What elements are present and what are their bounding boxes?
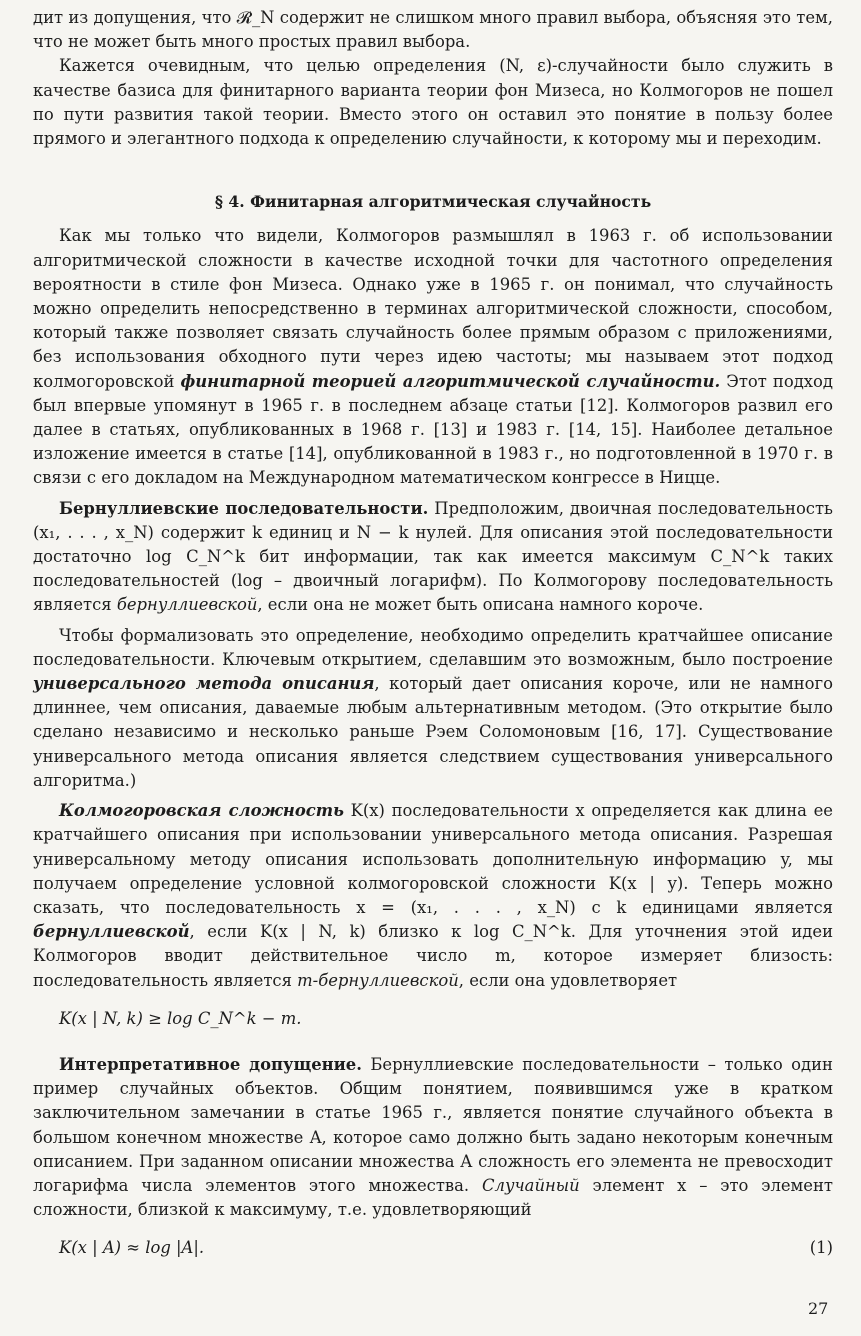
paragraph-text: Предположим, двоичная последовательность (x₁, . . . , x_N) содержит k единиц и N − k нулей. Для описания этой последовательности достаточно log C_N^k бит информации, так как имеется максимум C_N^k таких последовательностей (log – двоичный логарифм). По Колмогорову последовательность является: [33, 498, 833, 615]
emphasis-term: финитарной теорией алгоритмической случайности.: [180, 371, 721, 391]
paragraph-universal-method: [33, 624, 833, 793]
paragraph-text: , если K(x | N, k) близко к log C_N^k. Для уточнения этой идеи Колмогоров вводит действительное число m, которое измеряет близость: последовательность является: [33, 922, 833, 990]
paragraph-bernoulli: [33, 497, 833, 618]
body-text: [33, 6, 833, 1283]
paragraph-text: дит из допущения, что 𝓡_N содержит не слишком много правил выбора, объясняя это тем, что не может быть много простых правил выбора.: [33, 8, 833, 52]
formula-m-bernoulli: K(x | N, k) ≥ log C_N^k − m.: [59, 1008, 302, 1028]
paragraph-text: Кажется очевидным, что целью определения (N, ε)-случайности было служить в качестве базиса для финитарного варианта теории фон Мизеса, но Колмогоров не пошел по пути развития такой теории. Вместо этого он оставил это понятие в пользу более прямого и элегантного подхода к определению случайности, к которому мы и переходим.: [33, 56, 833, 149]
paragraph-text: элемент x – это элемент сложности, близкой к максимуму, т.е. удовлетворяющий: [33, 1175, 833, 1220]
paragraph-text: , если она удовлетворяет: [458, 970, 678, 990]
emphasis-term: Случайный: [481, 1175, 580, 1195]
paragraph-heading: Бернуллиевские последовательности.: [59, 498, 429, 518]
paragraph-text: K(x) последовательности x определяется как длина ее кратчайшего описания при использовании универсального метода описания. Разрешая универсальному методу описания использовать дополнительную информацию y, мы получаем определение условной колмогоровской сложности K(x | y). Теперь можно сказать, что последовательность x = (x₁, . . . , x_N) с k единицами является: [33, 801, 833, 917]
section-heading: § 4. Финитарная алгоритмическая случайность: [214, 192, 652, 212]
paragraph-randomness-basis: [33, 54, 833, 151]
paragraph-kolmogorov-history: [33, 224, 833, 490]
paragraph-text: Бернуллиевские последовательности – только один пример случайных объектов. Общим понятием, появившимся уже в кратком заключительном замечании в статье 1965 г., является понятие случайного объекта в большом конечном множестве A, которое само должно быть задано некоторым конечным описанием. При заданном описании множества A сложность его элемента не превосходит логарифма числа элементов этого множества.: [33, 1054, 833, 1195]
paragraph-kolmogorov-complexity: [33, 799, 833, 993]
equation-number: (1): [809, 1238, 833, 1258]
emphasis-term: m-бернуллиевской: [297, 970, 459, 990]
paragraph-text: , который дает описания короче, или не намного длиннее, чем описания, даваемые любым альтернативным методом. (Это открытие было сделано независимо и несколько раньше Рэем Соломоновым [16, 17]. Существование универсального метода описания является следствием существования универсального алгоритма.): [33, 674, 833, 790]
paragraph-text: Чтобы формализовать это определение, необходимо определить кратчайшее описание последовательности. Ключевым открытием, сделавшим это возможным, было построение: [33, 625, 833, 669]
emphasis-term: универсального метода описания: [33, 674, 375, 694]
page-number: 27: [808, 1299, 829, 1318]
emphasis-term: бернуллиевской: [116, 595, 258, 615]
paragraph-heading: Интерпретативное допущение.: [59, 1054, 362, 1074]
paragraph-text: Как мы только что видели, Колмогоров размышлял в 1963 г. об использовании алгоритмической сложности в качестве исходной точки для частотного определения вероятности в стиле фон Мизеса. Однако уже в 1965 г. он понимал, что случайность можно определить непосредственно в терминах алгоритмической сложности, способом, который также позволяет связать случайность более прямым образом с приложениями, без использования обходного пути через идею частоты; мы называем этот подход колмогоровской: [33, 226, 833, 391]
emphasis-term: бернуллиевской: [33, 922, 190, 942]
formula-text: K(x | A) ≈ log |A|.: [59, 1238, 205, 1258]
paragraph-continuation: [33, 6, 833, 54]
paragraph-text: Этот подход был впервые упомянут в 1965 г. в последнем абзаце статьи [12]. Колмогоров развил его далее в статьях, опубликованных в 1968 г. [13] и 1983 г. [14, 15]. Наиболее детальное изложение имеется в статье [14], опубликованной в 1983 г., но подготовленной в 1970 г. в связи с его докладом на Международном математическом конгрессе в Ницце.: [33, 371, 833, 488]
paragraph-interpretive-assumption: [33, 1053, 833, 1222]
paragraph-text: , если она не может быть описана намного короче.: [257, 595, 704, 615]
emphasis-term: Колмогоровская сложность: [59, 801, 344, 821]
formula-random-element: [33, 1236, 833, 1260]
